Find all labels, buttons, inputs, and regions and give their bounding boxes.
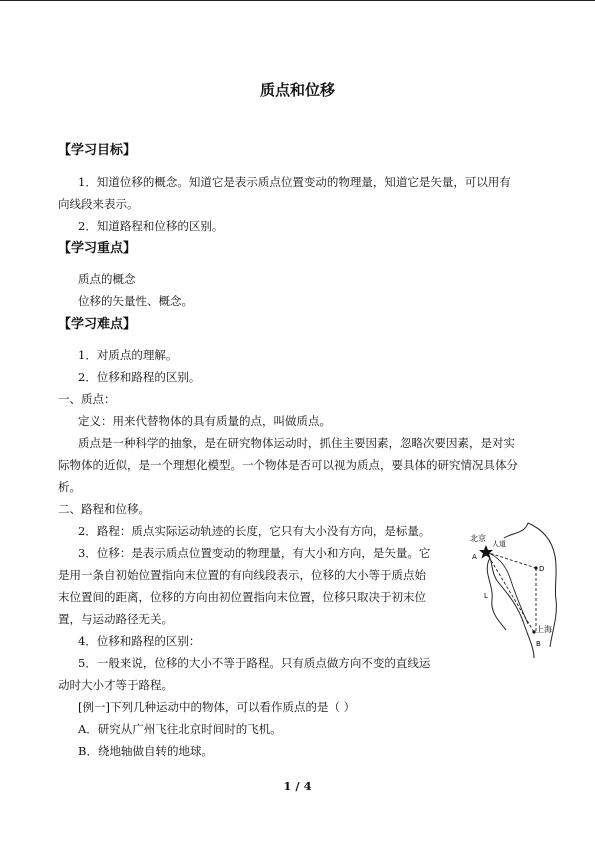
label-l: L bbox=[484, 592, 488, 600]
section-1-paragraph-c: 析。 bbox=[58, 480, 81, 494]
key-heading: 【学习重点】 bbox=[58, 241, 137, 256]
label-beijing: 北京 bbox=[470, 534, 486, 543]
page-number: 1 / 4 bbox=[283, 779, 312, 793]
section-1-paragraph-b: 际物体的近似，是一个理想化模型。一个物体是否可以视为质点，要具体的研究情况具体分 bbox=[58, 458, 518, 472]
goals-item-2: 2．知道路程和位移的区别。 bbox=[78, 219, 224, 233]
section-2-item-2: 2．路程：质点实际运动轨迹的长度，它只有大小没有方向，是标量。 bbox=[78, 524, 431, 538]
goals-item-1b: 向线段来表示。 bbox=[58, 197, 139, 211]
section-2-item-3d: 置，与运动路径无关。 bbox=[58, 612, 173, 626]
example-question: [例一]下列几种运动中的物体，可以看作质点的是（ ） bbox=[78, 700, 356, 714]
section-2-item-4: 4．位移和路程的区别： bbox=[78, 634, 201, 648]
key-item-2: 位移的矢量性、概念。 bbox=[78, 294, 193, 308]
option-b: B．绕地轴做自转的地球。 bbox=[78, 744, 213, 758]
section-1-title: 一、质点： bbox=[58, 392, 116, 406]
actual-path bbox=[486, 552, 534, 658]
coastline-north bbox=[504, 523, 528, 538]
section-2-item-3c: 末位置间的距离，位移的方向由初位置指向末位置，位移只取决于初末位 bbox=[58, 590, 426, 604]
section-2-title: 二、路程和位移。 bbox=[58, 502, 150, 516]
section-2-item-3b: 是用一条自初始位置指向末位置的有向线段表示，位移的大小等于质点始 bbox=[58, 568, 426, 582]
route-map-figure bbox=[468, 520, 563, 670]
land-boundary bbox=[487, 558, 506, 630]
top-rule bbox=[0, 0, 595, 1]
section-2-item-5a: 5．一般来说，位移的大小不等于路程。只有质点做方向不变的直线运 bbox=[78, 656, 431, 670]
label-shanghai: 上海 bbox=[536, 625, 552, 634]
label-d: D bbox=[539, 565, 545, 573]
label-b: B bbox=[536, 640, 541, 648]
key-item-1: 质点的概念 bbox=[78, 272, 136, 286]
section-2-item-3a: 3．位移：是表示质点位置变动的物理量，有大小和方向，是矢量。它 bbox=[78, 546, 431, 560]
star-icon bbox=[479, 545, 493, 559]
section-2-item-5b: 动时大小才等于路程。 bbox=[58, 678, 173, 692]
option-a: A．研究从广州飞往北京时间时的飞机。 bbox=[78, 722, 282, 736]
displacement-line-ab bbox=[486, 552, 534, 632]
label-a: A bbox=[472, 553, 477, 561]
section-1-paragraph-a: 质点是一种科学的抽象，是在研究物体运动时，抓住主要因素，忽略次要因素，是对实 bbox=[78, 436, 515, 450]
point-d-marker bbox=[534, 566, 537, 569]
goals-item-1a: 1．知道位移的概念。知道它是表示质点位置变动的物理量，知道它是矢量，可以用有 bbox=[78, 175, 511, 189]
page-title: 质点和位移 bbox=[259, 81, 335, 99]
section-1-definition: 定义：用来代替物体的具有质量的点，叫做质点。 bbox=[78, 414, 331, 428]
difficulty-item-2: 2．位移和路程的区别。 bbox=[78, 370, 201, 384]
displacement-line-ad bbox=[486, 552, 536, 568]
difficulty-heading: 【学习难点】 bbox=[58, 317, 137, 332]
label-route: 人道 bbox=[492, 540, 506, 548]
difficulty-item-1: 1．对质点的理解。 bbox=[78, 348, 178, 362]
goals-heading: 【学习目标】 bbox=[58, 143, 137, 158]
